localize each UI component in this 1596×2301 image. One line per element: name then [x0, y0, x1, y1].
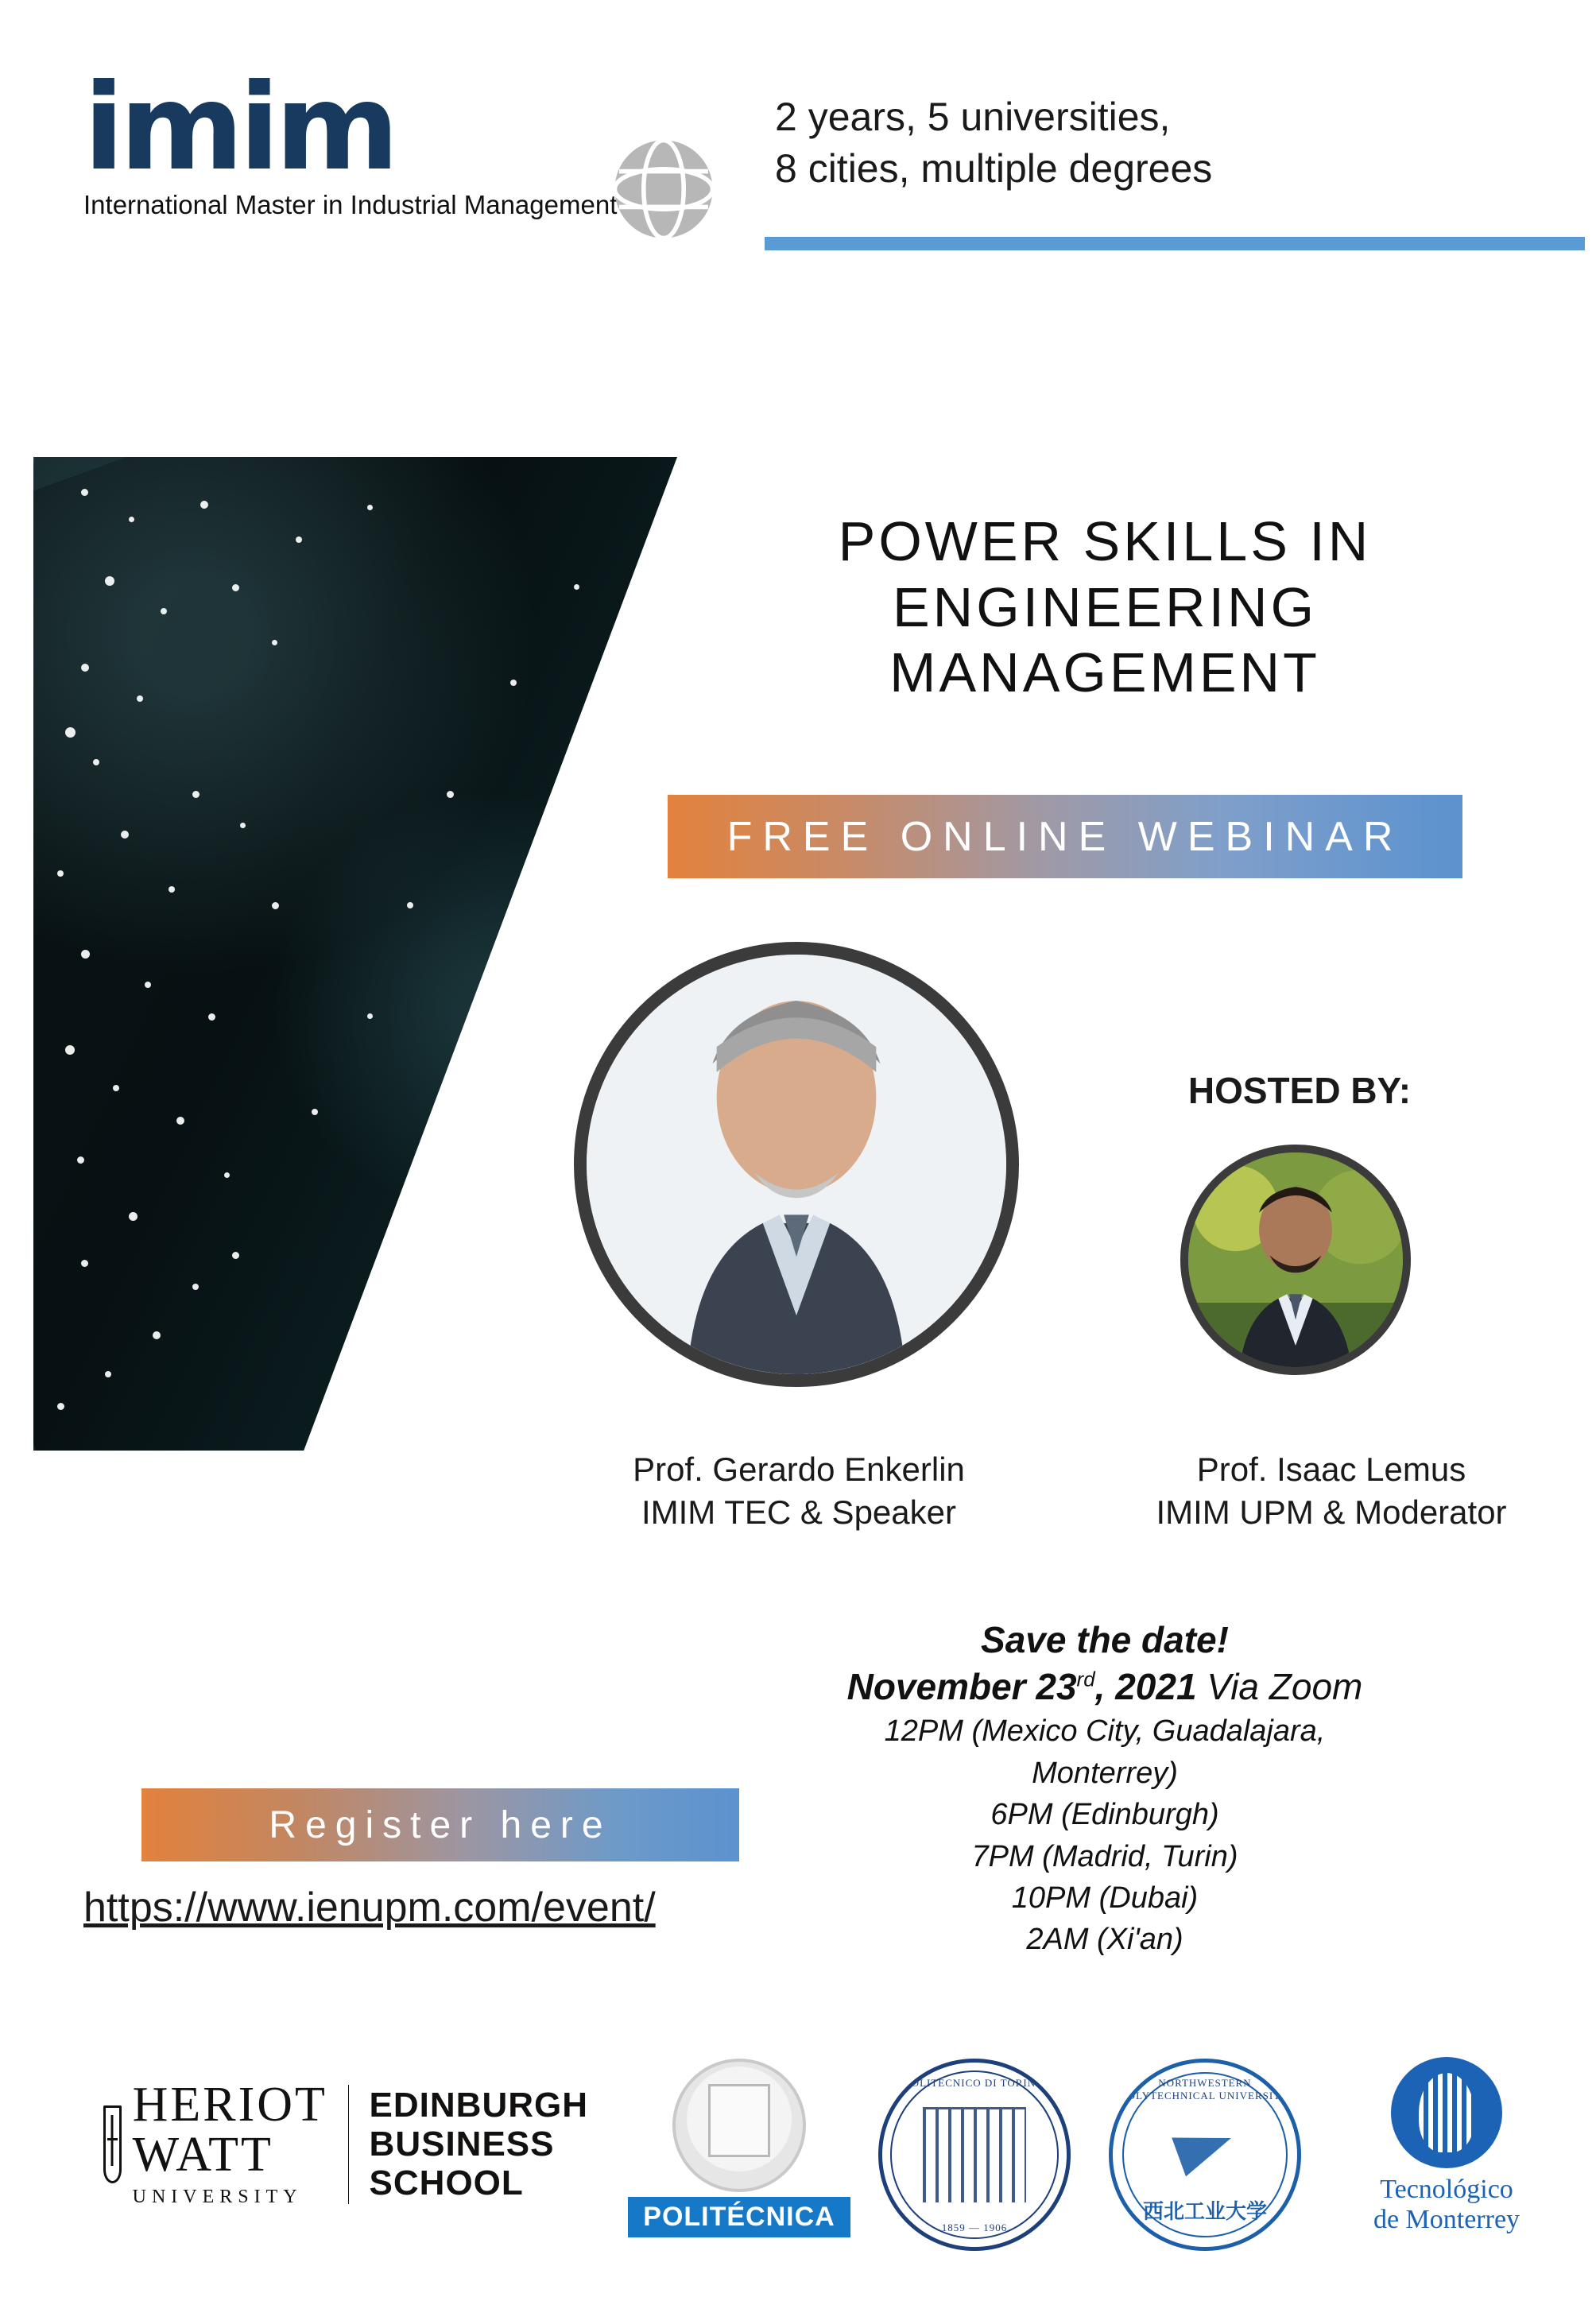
- page-title: [699, 509, 1510, 706]
- event-date-main: November 23: [846, 1665, 1077, 1707]
- logo-divider: [348, 2085, 349, 2204]
- partner-logos: [0, 2035, 1596, 2273]
- upm-seal-icon: [672, 2059, 806, 2192]
- imim-logo-subtitle: International Master in Industrial Management: [83, 189, 618, 219]
- register-button[interactable]: [141, 1788, 739, 1861]
- page-header: [0, 56, 1596, 262]
- speaker-name: Prof. Gerardo Enkerlin: [633, 1451, 965, 1488]
- ebs-line1: EDINBURGH: [369, 2085, 588, 2125]
- ebs-line2: BUSINESS: [369, 2124, 555, 2163]
- heriot-watt-line3: UNIVERSITY: [132, 2186, 303, 2207]
- heriot-watt-line2: WATT: [132, 2128, 273, 2183]
- header-accent-rule: [765, 237, 1585, 250]
- event-date-rest: , 2021: [1094, 1665, 1197, 1707]
- hosted-by-label: HOSTED BY:: [1187, 1070, 1412, 1111]
- edinburgh-business-school-wordmark: [370, 2086, 588, 2203]
- tec-de-monterrey-logo: [1343, 2057, 1550, 2235]
- ebs-line3: SCHOOL: [369, 2163, 524, 2203]
- speaker-portrait: [574, 942, 1019, 1387]
- timezone-line-5: 10PM (Dubai): [1011, 1881, 1199, 1916]
- heriot-watt-logo: [103, 2067, 588, 2222]
- timezone-line-3: 6PM (Edinburgh): [990, 1798, 1219, 1832]
- speaker-role: IMIM TEC & Speaker: [641, 1493, 956, 1531]
- polito-seal-bottom-text: 1859 — 1906: [941, 2222, 1008, 2233]
- shield-icon: [103, 2105, 122, 2183]
- upm-band-label: POLITÉCNICA: [628, 2197, 850, 2237]
- speaker-portrait-image: [587, 955, 1006, 1374]
- page-title-line3: MANAGEMENT: [889, 641, 1320, 704]
- hero-shards: [33, 457, 677, 1451]
- heriot-watt-wordmark: [133, 2080, 327, 2207]
- free-webinar-banner-label: FREE ONLINE WEBINAR: [726, 813, 1404, 860]
- timezone-line-1: 12PM (Mexico City, Guadalajara,: [884, 1714, 1326, 1749]
- nwpu-seal-icon: [1109, 2059, 1301, 2251]
- moderator-role: IMIM UPM & Moderator: [1156, 1493, 1507, 1531]
- register-button-label: Register here: [269, 1803, 612, 1846]
- header-tagline-line2: 8 cities, multiple degrees: [775, 146, 1213, 191]
- hero-abstract-image: [33, 457, 677, 1451]
- tec-flame-icon: [1391, 2057, 1502, 2168]
- speaker-caption: [548, 1448, 1049, 1534]
- tec-line2: de Monterrey: [1373, 2205, 1520, 2235]
- free-webinar-banner: [668, 795, 1462, 878]
- page-title-line1: POWER SKILLS IN: [838, 510, 1372, 572]
- tec-wordmark: [1343, 2175, 1550, 2235]
- polito-seal-icon: [878, 2059, 1071, 2251]
- timezone-line-6: 2AM (Xi'an): [1026, 1923, 1183, 1957]
- upm-logo: [628, 2059, 850, 2237]
- moderator-name: Prof. Isaac Lemus: [1196, 1451, 1466, 1488]
- event-date-line: [795, 1664, 1415, 1711]
- globe-icon: [608, 134, 719, 245]
- page-title-line2: ENGINEERING: [892, 575, 1318, 638]
- event-platform: Via Zoom: [1207, 1665, 1363, 1707]
- nwpu-logo: [1109, 2059, 1300, 2249]
- timezone-line-4: 7PM (Madrid, Turin): [971, 1839, 1238, 1873]
- heriot-watt-line1: HERIOT: [132, 2078, 327, 2132]
- timezone-line-2: Monterrey): [1032, 1756, 1178, 1790]
- polito-seal-top-text: POLITECNICO DI TORINO: [905, 2077, 1044, 2089]
- moderator-portrait: [1180, 1145, 1411, 1375]
- imim-logo: [83, 59, 695, 220]
- imim-logo-wordmark: imim: [83, 59, 395, 197]
- moderator-caption: [1097, 1448, 1566, 1534]
- tec-line1: Tecnológico: [1380, 2175, 1513, 2204]
- event-date-ordinal: rd: [1076, 1667, 1095, 1691]
- moderator-portrait-image: [1188, 1152, 1403, 1367]
- nwpu-seal-cn-text: 西北工业大学: [1142, 2200, 1267, 2224]
- header-tagline: [775, 91, 1212, 195]
- politecnico-torino-logo: [878, 2059, 1069, 2249]
- register-url-link[interactable]: https://www.ienupm.com/event/: [83, 1885, 656, 1931]
- save-the-date-block: [795, 1617, 1415, 1961]
- save-the-date-heading: Save the date!: [981, 1619, 1229, 1660]
- nwpu-seal-top-text: NORTHWESTERN POLYTECHNICAL UNIVERSITY: [1121, 2077, 1289, 2102]
- header-tagline-line1: 2 years, 5 universities,: [775, 95, 1171, 139]
